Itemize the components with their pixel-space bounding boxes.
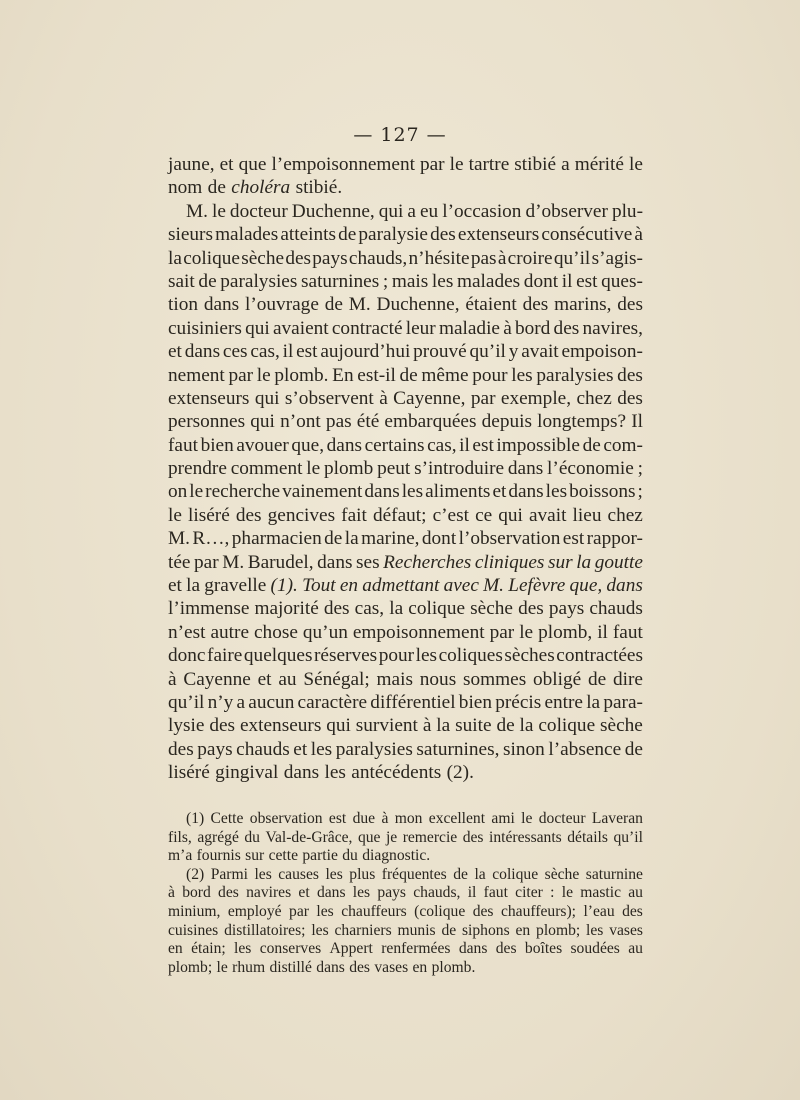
body-line: tion dans l’ouvrage de M. Duchenne, étaient des marins, des xyxy=(168,294,643,316)
body-text xyxy=(168,153,643,785)
body-line: l’immense majorité des cas, la colique sèche des pays chauds xyxy=(168,598,643,620)
body-line: on le recherche vainement dans les aliments et dans les boissons ; xyxy=(168,481,643,503)
body-line: le liséré des gencives fait défaut; c’est ce qui avait lieu chez xyxy=(168,504,643,526)
footnotes xyxy=(168,810,643,977)
body-line: faut bien avouer que, dans certains cas, il est impossible de com- xyxy=(168,434,643,456)
body-line: M. le docteur Duchenne, qui a eu l’occasion d’observer plu- xyxy=(186,200,643,222)
body-line: donc faire quelques réserves pour les coliques sèches contractées xyxy=(168,645,643,667)
body-line: sait de paralysies saturnines ; mais les malades dont il est ques- xyxy=(168,270,643,292)
page-number: — 127 — xyxy=(353,124,447,146)
body-line: jaune, et que l’empoisonnement par le tartre stibié a mérité le xyxy=(168,154,643,175)
body-line: nement par le plomb. En est-il de même pour les paralysies des xyxy=(168,364,643,386)
body-line: extenseurs qui s’observent à Cayenne, par exemple, chez des xyxy=(168,387,643,409)
body-line: liséré gingival dans les antécédents (2). xyxy=(168,762,474,784)
body-line: prendre comment le plomb peut s’introduire dans l’économie ; xyxy=(168,458,643,480)
body-line: M. R…, pharmacien de la marine, dont l’observation est rappor- xyxy=(168,528,643,550)
body-line: qu’il n’y a aucun caractère différentiel bien précis entre la para- xyxy=(168,691,643,713)
body-line: sieurs malades atteints de paralysie des extenseurs consécutive à xyxy=(168,224,643,246)
body-line: n’est autre chose qu’un empoisonnement par le plomb, il faut xyxy=(168,621,643,643)
body-line: des pays chauds et les paralysies saturnines, sinon l’absence de xyxy=(168,738,643,760)
footnote-line: (1) Cette observation est due à mon excellent ami le docteur Laveran xyxy=(186,810,643,827)
body-line: nom de choléra stibié. xyxy=(168,177,343,199)
body-line: cuisiniers qui avaient contracté leur maladie à bord des navires, xyxy=(168,317,643,339)
body-line: et la gravelle (1). Tout en admettant avec M. Lefèvre que, dans xyxy=(168,575,643,597)
body-line: la colique sèche des pays chauds, n’hésite pas à croire qu’il s’agis- xyxy=(168,247,643,269)
footnote-line: fils, agrégé du Val-de-Grâce, que je remercie des intéressants détails qu’il xyxy=(168,828,643,846)
body-line: à Cayenne et au Sénégal; mais nous sommes obligé de dire xyxy=(168,668,643,690)
body-line: tée par M. Barudel, dans ses Recherches cliniques sur la goutte xyxy=(168,551,643,573)
body-line: lysie des extenseurs qui survient à la suite de la colique sèche xyxy=(168,715,643,737)
body-line: et dans ces cas, il est aujourd’hui prouvé qu’il y avait empoison- xyxy=(168,341,643,363)
body-line: personnes qui n’ont pas été embarquées depuis longtemps? Il xyxy=(168,411,643,433)
footnote-line: en étain; les conserves Appert renfermées dans des boîtes soudées au xyxy=(168,940,643,958)
footnote-line: plomb; le rhum distillé dans des vases en plomb. xyxy=(168,958,476,976)
footnote-line: cuisines distillatoires; les charniers munis de siphons en plomb; les vases xyxy=(168,921,643,939)
footnote-line: m’a fournis sur cette partie du diagnostic. xyxy=(168,847,431,865)
footnote-line: minium, employé par les chauffeurs (colique des chauffeurs); l’eau des xyxy=(168,902,643,920)
footnote-line: (2) Parmi les causes les plus fréquentes de la colique sèche saturnine xyxy=(186,865,643,883)
footnote-line: à bord des navires et dans les pays chauds, il faut citer : le mastic au xyxy=(168,884,643,902)
